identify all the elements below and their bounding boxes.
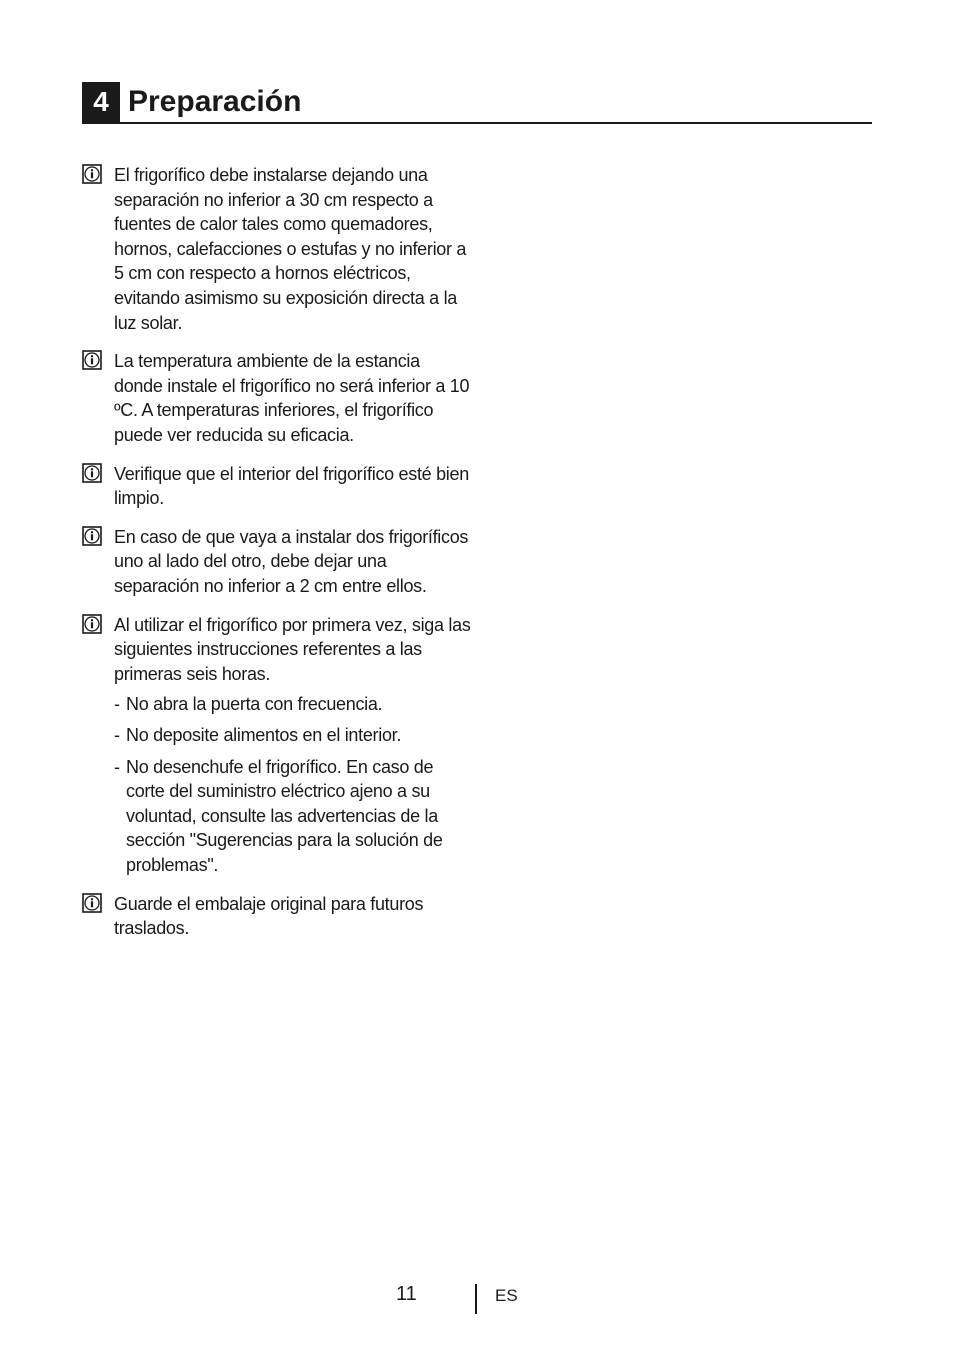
info-icon: [82, 614, 102, 634]
bullet-dash: -: [114, 694, 120, 715]
info-icon: [82, 893, 102, 913]
footer-divider: [475, 1284, 477, 1314]
note-text: En caso de que vaya a instalar dos frigoríficos uno al lado del otro, debe dejar una separación no inferior a 2 cm entre ellos.: [114, 526, 469, 596]
list-item: [114, 692, 472, 717]
notes-list: [82, 163, 472, 955]
note-text: Al utilizar el frigorífico por primera vez, siga las siguientes instrucciones referentes a las primeras seis horas.: [114, 614, 471, 684]
note-text: Verifique que el interior del frigorífico esté bien limpio.: [114, 463, 469, 509]
language-code: ES: [495, 1286, 518, 1305]
section-number: 4: [82, 82, 120, 122]
note-ambient-temperature: [82, 349, 472, 447]
info-icon: [82, 350, 102, 370]
bullet-dash: -: [114, 725, 120, 746]
note-heat-sources: [82, 163, 472, 335]
list-item: [114, 723, 472, 748]
note-first-use: [82, 613, 472, 878]
section-heading: [82, 82, 872, 124]
note-clean-interior: [82, 462, 472, 511]
note-two-fridges: [82, 525, 472, 599]
bullet-text: No desenchufe el frigorífico. En caso de corte del suministro eléctrico ajeno a su voluntad, consulte las advertencias de la sección "Sugerencias para la solución de problemas".: [126, 756, 443, 876]
bullet-text: No deposite alimentos en el interior.: [126, 725, 402, 746]
info-icon: [82, 463, 102, 483]
list-item: [114, 755, 472, 878]
note-text: Guarde el embalaje original para futuros traslados.: [114, 893, 424, 939]
info-icon: [82, 526, 102, 546]
note-packaging: [82, 892, 472, 941]
info-icon: [82, 164, 102, 184]
bullet-dash: -: [114, 756, 120, 777]
page-number: 11: [396, 1283, 417, 1305]
bullet-text: No abra la puerta con frecuencia.: [126, 694, 383, 715]
page-title: Preparación: [128, 85, 302, 118]
note-text: La temperatura ambiente de la estancia donde instale el frigorífico no será inferior a 10 ºC. A temperaturas inferiores, el frigorífico puede ver reducida su eficacia.: [114, 351, 470, 445]
note-text: El frigorífico debe instalarse dejando una separación no inferior a 30 cm respecto a fuentes de calor tales como quemadores, hornos, calefacciones o estufas y no inferior a 5 cm con respecto a hornos eléctricos, evitando asimismo su exposición directa a la luz solar.: [114, 165, 467, 333]
first-use-instructions: [114, 692, 472, 877]
